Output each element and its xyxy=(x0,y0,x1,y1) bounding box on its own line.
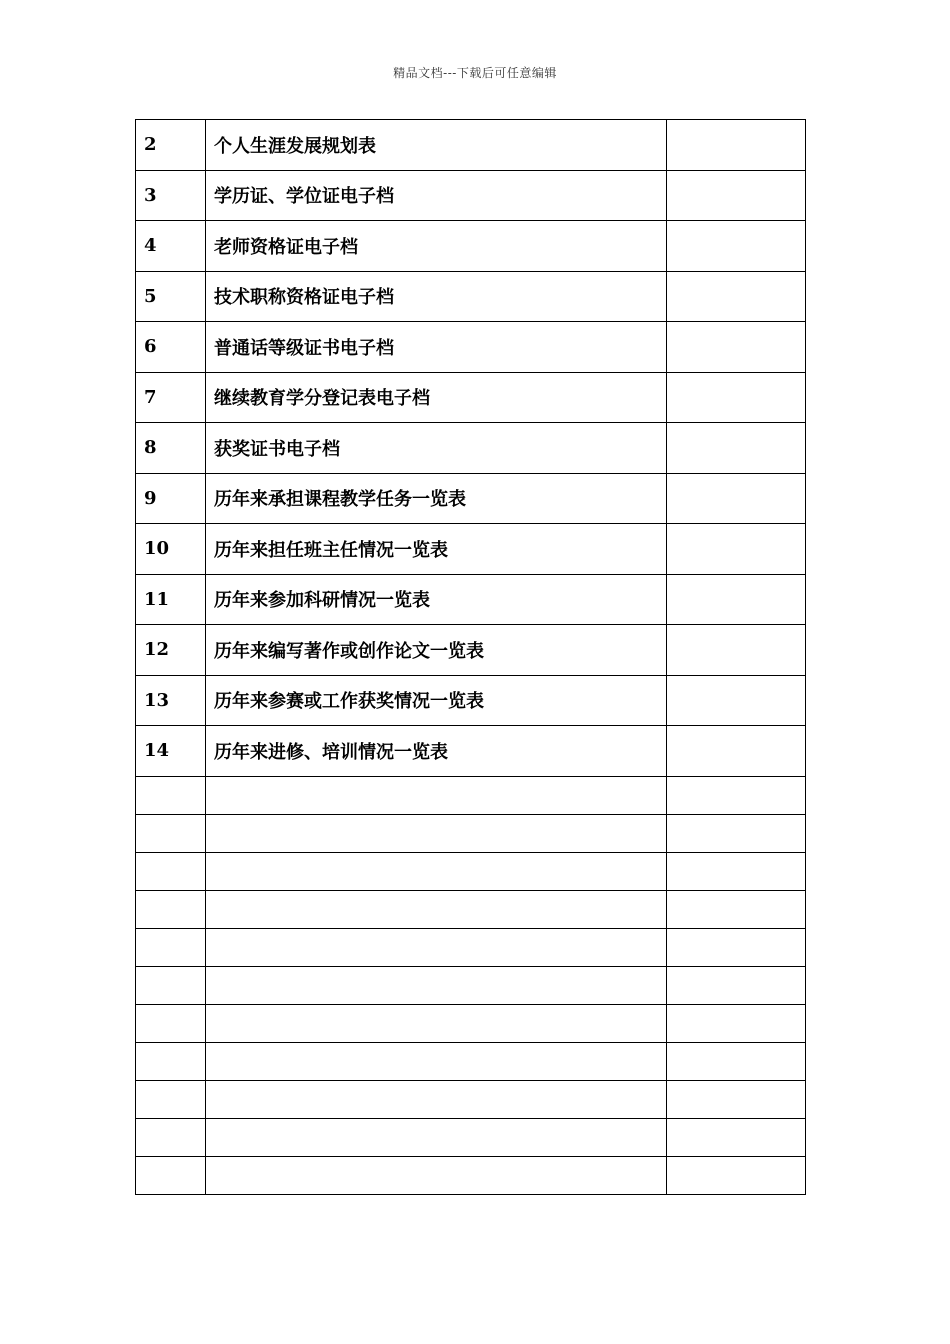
row-item-cell: 技术职称资格证电子档 xyxy=(206,271,667,322)
table-row xyxy=(136,675,806,726)
blank-table-row xyxy=(136,890,806,928)
blank-cell xyxy=(206,852,667,890)
row-number-cell: 14 xyxy=(136,726,206,777)
blank-cell xyxy=(206,1080,667,1118)
row-note-cell xyxy=(667,574,806,625)
blank-cell xyxy=(667,1156,806,1194)
blank-cell xyxy=(206,1004,667,1042)
row-number-cell: 13 xyxy=(136,675,206,726)
document-table xyxy=(135,119,806,1195)
blank-cell xyxy=(667,1080,806,1118)
row-note-cell xyxy=(667,120,806,171)
blank-cell xyxy=(206,890,667,928)
blank-cell xyxy=(667,1004,806,1042)
row-item-cell: 学历证、学位证电子档 xyxy=(206,170,667,221)
blank-table-row xyxy=(136,1118,806,1156)
row-note-cell xyxy=(667,322,806,373)
row-number-cell: 12 xyxy=(136,625,206,676)
blank-cell xyxy=(667,966,806,1004)
blank-cell xyxy=(667,928,806,966)
blank-cell xyxy=(136,890,206,928)
blank-cell xyxy=(136,1080,206,1118)
table-row xyxy=(136,524,806,575)
row-item-cell: 历年来编写著作或创作论文一览表 xyxy=(206,625,667,676)
row-note-cell xyxy=(667,726,806,777)
blank-cell xyxy=(206,776,667,814)
table-row xyxy=(136,322,806,373)
row-number-cell: 7 xyxy=(136,372,206,423)
blank-table-row xyxy=(136,928,806,966)
row-note-cell xyxy=(667,423,806,474)
table-row xyxy=(136,574,806,625)
blank-cell xyxy=(136,1042,206,1080)
blank-cell xyxy=(667,890,806,928)
blank-cell xyxy=(206,966,667,1004)
row-number-cell: 6 xyxy=(136,322,206,373)
table-row xyxy=(136,120,806,171)
blank-cell xyxy=(667,852,806,890)
blank-cell xyxy=(667,814,806,852)
blank-table-row xyxy=(136,1004,806,1042)
row-item-cell: 继续教育学分登记表电子档 xyxy=(206,372,667,423)
blank-cell xyxy=(206,1042,667,1080)
blank-cell xyxy=(206,814,667,852)
table-row xyxy=(136,271,806,322)
blank-cell xyxy=(667,1042,806,1080)
table-row xyxy=(136,473,806,524)
row-note-cell xyxy=(667,372,806,423)
blank-cell xyxy=(136,814,206,852)
page-header: 精品文档---下载后可任意编辑 xyxy=(393,66,557,80)
row-item-cell: 老师资格证电子档 xyxy=(206,221,667,272)
blank-cell xyxy=(667,776,806,814)
row-number-cell: 3 xyxy=(136,170,206,221)
blank-cell xyxy=(206,928,667,966)
blank-table-row xyxy=(136,814,806,852)
table-row xyxy=(136,372,806,423)
table-row xyxy=(136,221,806,272)
row-note-cell xyxy=(667,271,806,322)
blank-table-row xyxy=(136,776,806,814)
blank-table-row xyxy=(136,852,806,890)
blank-cell xyxy=(136,1004,206,1042)
table-row xyxy=(136,423,806,474)
row-item-cell: 历年来担任班主任情况一览表 xyxy=(206,524,667,575)
row-item-cell: 普通话等级证书电子档 xyxy=(206,322,667,373)
blank-table-row xyxy=(136,1156,806,1194)
row-note-cell xyxy=(667,473,806,524)
blank-cell xyxy=(667,1118,806,1156)
blank-cell xyxy=(136,966,206,1004)
row-note-cell xyxy=(667,221,806,272)
blank-cell xyxy=(136,928,206,966)
row-number-cell: 10 xyxy=(136,524,206,575)
table-body xyxy=(136,120,806,1195)
row-number-cell: 5 xyxy=(136,271,206,322)
row-item-cell: 个人生涯发展规划表 xyxy=(206,120,667,171)
row-item-cell: 历年来参加科研情况一览表 xyxy=(206,574,667,625)
row-number-cell: 4 xyxy=(136,221,206,272)
table-row xyxy=(136,170,806,221)
row-item-cell: 获奖证书电子档 xyxy=(206,423,667,474)
row-number-cell: 8 xyxy=(136,423,206,474)
row-note-cell xyxy=(667,170,806,221)
blank-cell xyxy=(136,1156,206,1194)
table-row xyxy=(136,726,806,777)
blank-table-row xyxy=(136,966,806,1004)
blank-table-row xyxy=(136,1042,806,1080)
row-note-cell xyxy=(667,625,806,676)
row-number-cell: 11 xyxy=(136,574,206,625)
blank-cell xyxy=(136,776,206,814)
row-item-cell: 历年来参赛或工作获奖情况一览表 xyxy=(206,675,667,726)
blank-cell xyxy=(136,1118,206,1156)
row-number-cell: 2 xyxy=(136,120,206,171)
table-row xyxy=(136,625,806,676)
blank-cell xyxy=(206,1156,667,1194)
row-number-cell: 9 xyxy=(136,473,206,524)
row-item-cell: 历年来进修、培训情况一览表 xyxy=(206,726,667,777)
row-note-cell xyxy=(667,524,806,575)
row-item-cell: 历年来承担课程教学任务一览表 xyxy=(206,473,667,524)
row-note-cell xyxy=(667,675,806,726)
blank-cell xyxy=(136,852,206,890)
blank-table-row xyxy=(136,1080,806,1118)
blank-cell xyxy=(206,1118,667,1156)
